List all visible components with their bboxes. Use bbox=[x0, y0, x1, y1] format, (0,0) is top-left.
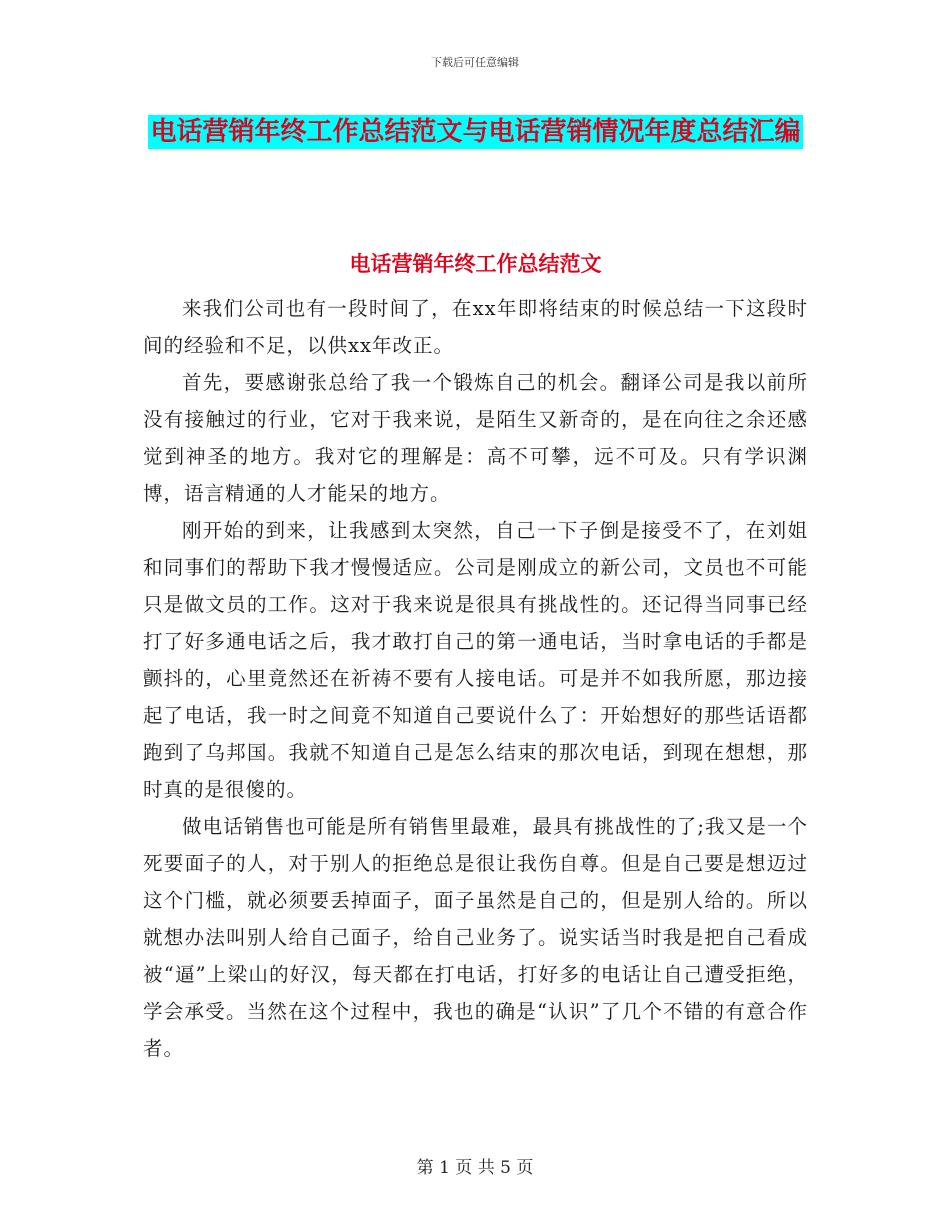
section-title: 电话营销年终工作总结范文 bbox=[349, 252, 602, 276]
paragraph: 刚开始的到来，让我感到太突然，自己一下子倒是接受不了，在刘姐和同事们的帮助下我才慢慢适应。公司是刚成立的新公司，文员也不可能只是做文员的工作。这对于我来说是很具有挑战性的。还记得当同事已经打了好多通电话之后，我才敢打自己的第一通电话，当时拿电话的手都是颤抖的，心里竟然还在祈祷不要有人接电话。可是并不如我所愿，那边接起了电话，我一时之间竟不知道自己要说什么了：开始想好的那些话语都跑到了乌邦国。我就不知道自己是怎么结束的那次电话，到现在想想，那时真的是很傻的。 bbox=[143, 519, 808, 801]
document-title-text: 电话营销年终工作总结范文与电话营销情况年度总结汇编 bbox=[150, 117, 801, 147]
paragraph: 做电话销售也可能是所有销售里最难，最具有挑战性的了;我又是一个死要面子的人，对于别人的拒绝总是很让我伤自尊。但是自己要是想迈过这个门槛，就必须要丢掉面子，面子虽然是自己的，但是别人给的。所以就想办法叫别人给自己面子，给自己业务了。说实话当时我是把自己看成被“逼”上梁山的好汉，每天都在打电话，打好多的电话让自己遭受拒绝，学会承受。当然在这个过程中，我也的确是“认识”了几个不错的有意合作者。 bbox=[143, 815, 808, 1060]
header-note: 下载后可任意编辑 bbox=[431, 56, 519, 69]
paragraph: 来我们公司也有一段时间了，在xx年即将结束的时候总结一下这段时间的经验和不足，以供xx年改正。 bbox=[143, 297, 808, 357]
paragraph: 首先，要感谢张总给了我一个锻炼自己的机会。翻译公司是我以前所没有接触过的行业，它对于我来说，是陌生又新奇的，是在向往之余还感觉到神圣的地方。我对它的理解是：高不可攀，远不可及。只有学识渊博，语言精通的人才能呆的地方。 bbox=[143, 371, 808, 505]
document-body bbox=[143, 290, 808, 1067]
document-title bbox=[143, 110, 808, 155]
page-number-footer: 第 1 页 共 5 页 bbox=[416, 1158, 534, 1178]
